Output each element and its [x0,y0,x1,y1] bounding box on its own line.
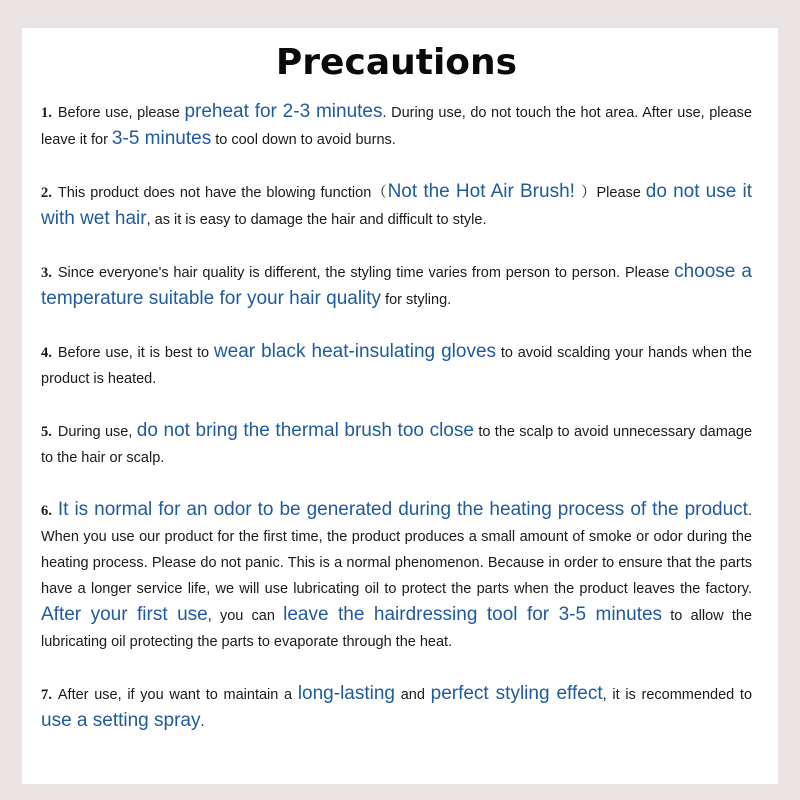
highlighted-text: Not the Hot Air Brush! [387,181,582,202]
body-text: to the scalp to avoid unnecessary damage to the hair or scalp. [41,424,753,466]
body-text: , it is recommended to [602,687,753,703]
item-number: 2. [41,185,52,201]
highlighted-text: leave the hairdressing tool for 3-5 minutes [283,604,663,625]
highlighted-text: It is normal for an odor to be generated during the heating process of the product [57,499,748,520]
body-text: to avoid scalding your hands when the product is heated. [41,345,752,387]
body-text: to cool down to avoid burns. [211,132,396,148]
highlighted-text: perfect styling effect [430,683,603,704]
body-text: . [200,714,205,730]
body-text: , you can [207,608,284,624]
body-text: . When you use our product for the first time, the product produces a small amount of smoke or odor during the heating process. Please do not panic. This is a normal phenomenon. Because in order to ensure that the parts have a longer service life, we will use lubricating oil to protect the parts when the product leaves the factory. [41,503,752,597]
highlighted-text: do not bring the thermal brush too close [136,420,474,441]
body-text: and [395,687,431,703]
precautions-list [41,99,752,735]
precautions-card [22,28,778,784]
highlighted-text: long-lasting [297,683,395,704]
body-text: for styling. [381,292,452,308]
item-number: 7. [41,687,52,703]
precaution-item-1 [41,99,752,153]
item-number: 4. [41,345,52,361]
body-text: After use, if you want to maintain a [57,687,298,703]
item-number: 1. [41,105,52,121]
precaution-item-7 [41,681,752,735]
highlighted-text: use a setting spray [41,710,201,731]
body-text: to allow the lubricating oil protecting the parts to evaporate through the heat. [41,608,752,650]
highlighted-text: After your first use [41,604,208,625]
highlighted-text: 3-5 minutes [111,128,212,149]
body-text: , as it is easy to damage the hair and difficult to style. [146,212,487,228]
highlighted-text: do not use it with wet hair [41,181,752,229]
body-text: ）Please [581,185,646,201]
item-number: 6. [41,503,52,519]
precaution-item-5 [41,418,752,471]
page-title: Precautions [275,42,518,83]
precaution-item-6 [41,497,752,655]
body-text: Before use, it is best to [57,345,214,361]
body-text: . During use, do not touch the hot area. After use, please leave it for [41,105,752,148]
body-text: During use, [57,424,137,440]
body-text: Before use, please [57,105,185,121]
highlighted-text: choose a temperature suitable for your hair quality [41,261,753,309]
body-text: This product does not have the blowing function（ [57,185,388,201]
body-text: Since everyone's hair quality is different, the styling time varies from person to person. Please [57,265,675,281]
highlighted-text: wear black heat-insulating gloves [213,341,497,362]
item-number: 5. [41,424,52,440]
precaution-item-4 [41,339,752,392]
precaution-item-3 [41,259,752,313]
item-number: 3. [41,265,52,281]
highlighted-text: preheat for 2-3 minutes [184,101,383,122]
precaution-item-2 [41,179,752,233]
